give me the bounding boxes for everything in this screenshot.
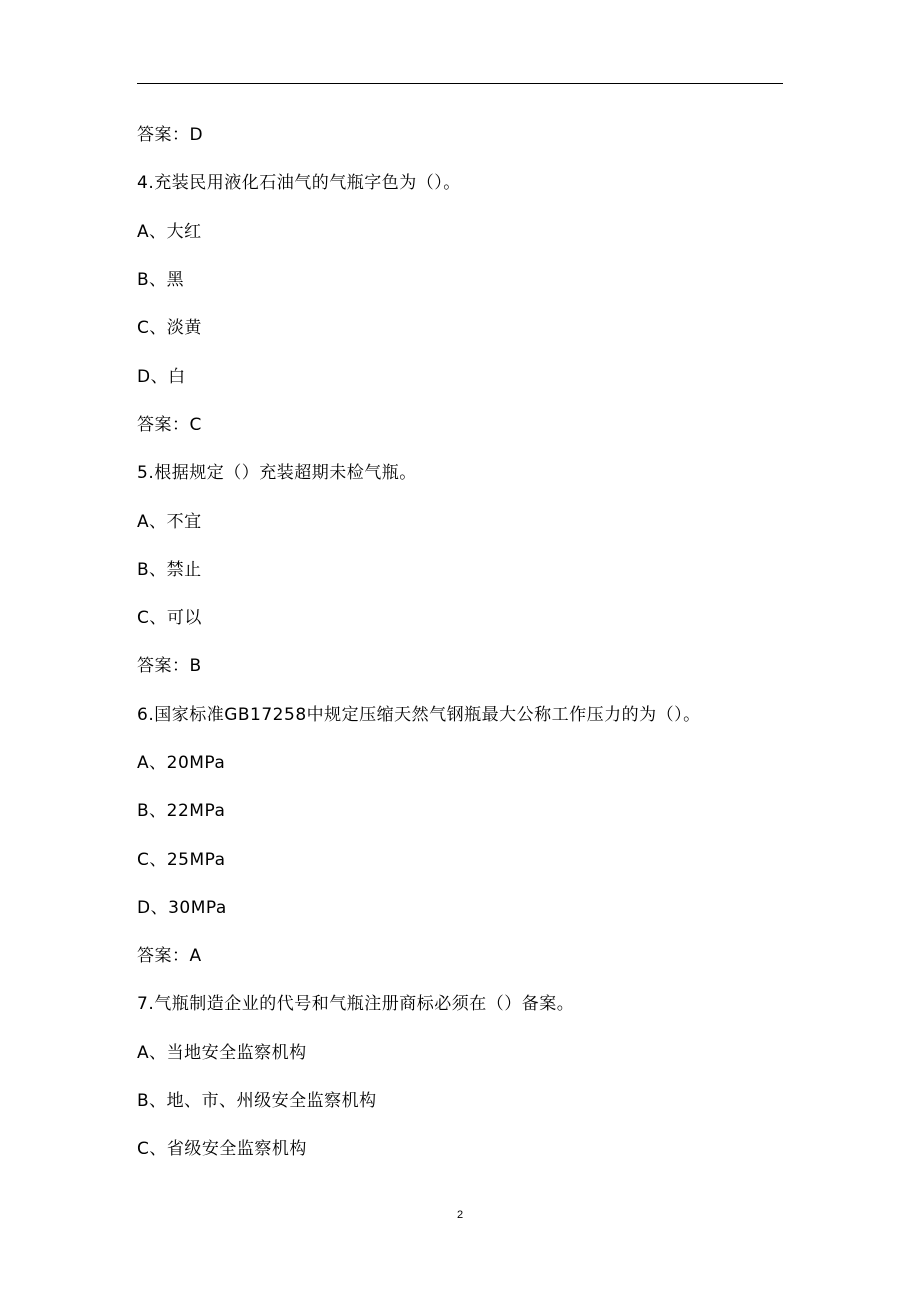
- option-c: C、可以: [137, 608, 202, 628]
- answer-line: 答案：C: [137, 415, 202, 435]
- option-a: A、20MPa: [137, 753, 226, 773]
- option-c: C、省级安全监察机构: [137, 1139, 307, 1159]
- answer-line: 答案：B: [137, 656, 202, 676]
- option-c: C、25MPa: [137, 850, 226, 870]
- option-d: D、白: [137, 367, 186, 387]
- answer-line: 答案：A: [137, 946, 202, 966]
- option-a: A、不宜: [137, 512, 202, 532]
- page-number: 2: [456, 1209, 464, 1221]
- option-b: B、禁止: [137, 560, 202, 580]
- option-b: B、22MPa: [137, 801, 226, 821]
- option-a: A、当地安全监察机构: [137, 1043, 307, 1063]
- option-d: D、30MPa: [137, 898, 227, 918]
- answer-line: 答案：D: [137, 125, 204, 145]
- question-5: 5.根据规定（）充装超期未检气瓶。: [137, 463, 417, 483]
- question-6: 6.国家标准GB17258中规定压缩天然气钢瓶最大公称工作压力的为（）。: [137, 705, 701, 725]
- question-7: 7.气瓶制造企业的代号和气瓶注册商标必须在（）备案。: [137, 994, 575, 1014]
- header-rule: [137, 83, 783, 84]
- option-b: B、黑: [137, 270, 185, 290]
- option-a: A、大红: [137, 222, 202, 242]
- question-4: 4.充装民用液化石油气的气瓶字色为（）。: [137, 173, 461, 193]
- option-c: C、淡黄: [137, 318, 202, 338]
- option-b: B、地、市、州级安全监察机构: [137, 1091, 377, 1111]
